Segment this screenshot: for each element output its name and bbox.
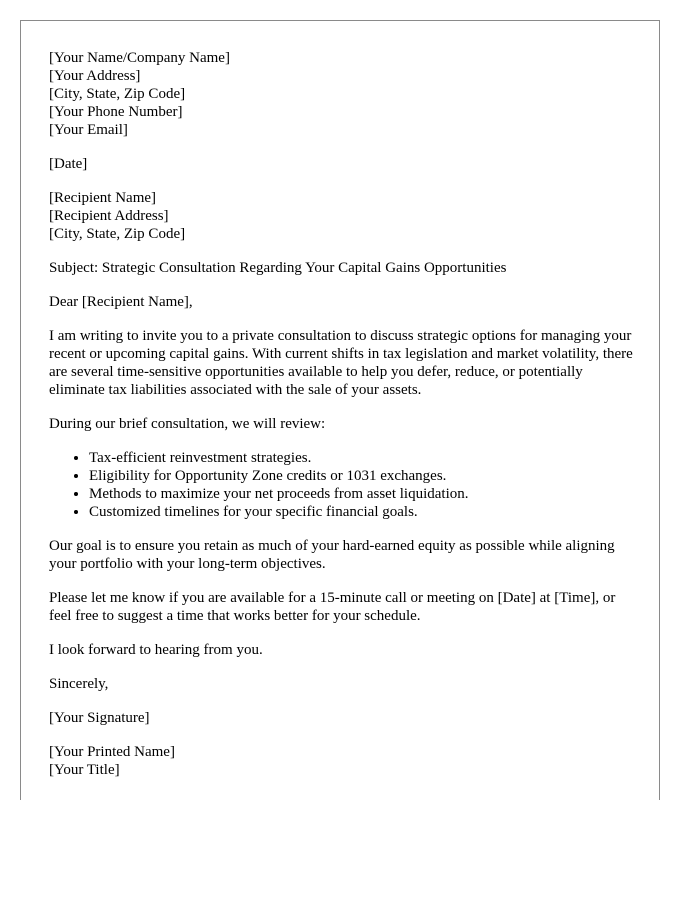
closing-line-paragraph: I look forward to hearing from you. [49,642,263,658]
list-item: • Methods to maximize your net proceeds from asset liquidation. [89,485,639,503]
list-item: • Tax-efficient reinvestment strategies. [89,449,639,467]
intro-paragraph: I am writing to invite you to a private consultation to discuss strategic options for managing your recent or upcoming capital gains. With current shifts in tax legislation and market volatility, there are several time-sensitive opportunities available to help you defer, reduce, or potentially eliminate tax liabilities associated with the sale of your assets. [49,328,633,398]
signature-placeholder: [Your Signature] [49,710,150,726]
subject-line: Subject: Strategic Consultation Regarding Your Capital Gains Opportunities [49,260,507,276]
sender-phone: [Your Phone Number] [49,104,183,120]
sender-city: [City, State, Zip Code] [49,86,186,102]
sender-email: [Your Email] [49,122,128,138]
recipient-address: [Recipient Address] [49,208,169,224]
salutation: Dear [Recipient Name], [49,294,193,310]
printed-name-block [49,743,639,779]
letter-page [20,20,660,800]
sender-block [49,49,639,139]
call-paragraph: Please let me know if you are available for a 15-minute call or meeting on [Date] at [Time], or feel free to suggest a time that works better for your schedule. [49,590,616,624]
recipient-name: [Recipient Name] [49,190,157,206]
date-block [49,155,639,173]
recipient-city: [City, State, Zip Code] [49,226,186,242]
review-list [49,449,639,521]
letter-content [49,49,639,795]
review-intro-paragraph: During our brief consultation, we will review: [49,416,326,432]
valediction: Sincerely, [49,676,109,692]
list-item: • Customized timelines for your specific financial goals. [89,503,639,521]
list-item: • Eligibility for Opportunity Zone credits or 1031 exchanges. [89,467,639,485]
letter-date: [Date] [49,156,88,172]
goal-paragraph: Our goal is to ensure you retain as much of your hard-earned equity as possible while aligning your portfolio with your long-term objectives. [49,538,615,572]
sender-address: [Your Address] [49,68,141,84]
printed-name: [Your Printed Name] [49,744,175,760]
signer-title: [Your Title] [49,762,120,778]
sender-name: [Your Name/Company Name] [49,50,230,66]
recipient-block [49,189,639,243]
